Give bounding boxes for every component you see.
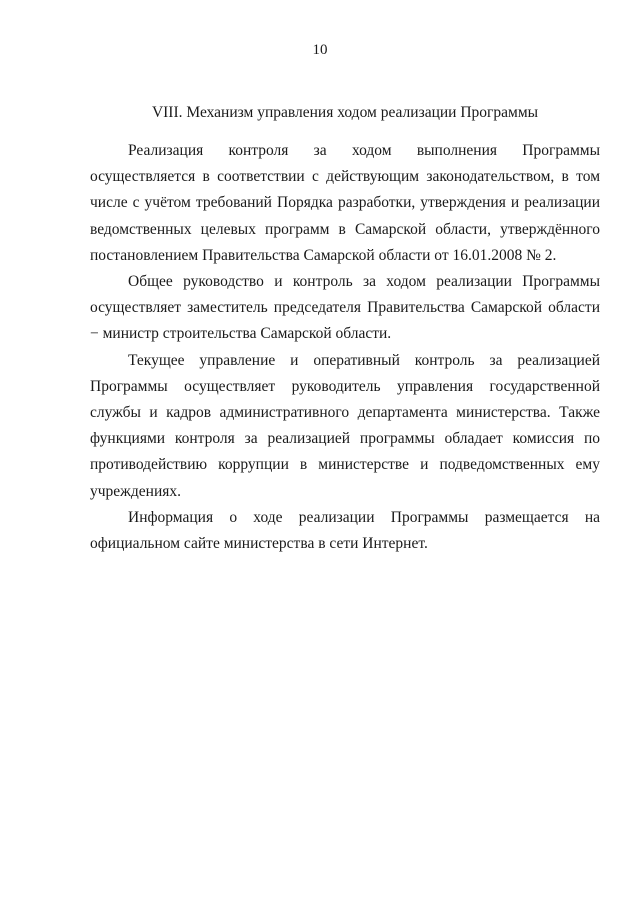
section-title: VIII. Механизм управления ходом реализации Программы [151, 104, 539, 121]
paragraph-general-management: Общее руководство и контроль за ходом реализации Программы осуществляет заместитель председателя Правительства Самарской области − министр строительства Самарской области. [90, 273, 600, 343]
paragraph-control-procedure: Реализация контроля за ходом выполнения Программы осуществляется в соответствии с действующим законодательством, в том числе с учётом требований Порядка разработки, утверждения и реализации ведомственных целевых программ в Самарской области, утверждённого постановлением Правительства Самарской области от 16.01.2008 № 2. [90, 142, 600, 264]
paragraph-information-publication: Информация о ходе реализации Программы размещается на официальном сайте министерства в сети Интернет. [90, 508, 600, 553]
paragraph-current-management: Текущее управление и оперативный контроль за реализацией Программы осуществляет руководитель управления государственной службы и кадров административного департамента министерства. Также функциями контроля за реализацией программы обладает комиссия по противодействию коррупции в министерстве и подведомственных ему учреждениях. [90, 351, 600, 500]
page-number: 10 [312, 42, 328, 58]
document-body [90, 138, 600, 557]
